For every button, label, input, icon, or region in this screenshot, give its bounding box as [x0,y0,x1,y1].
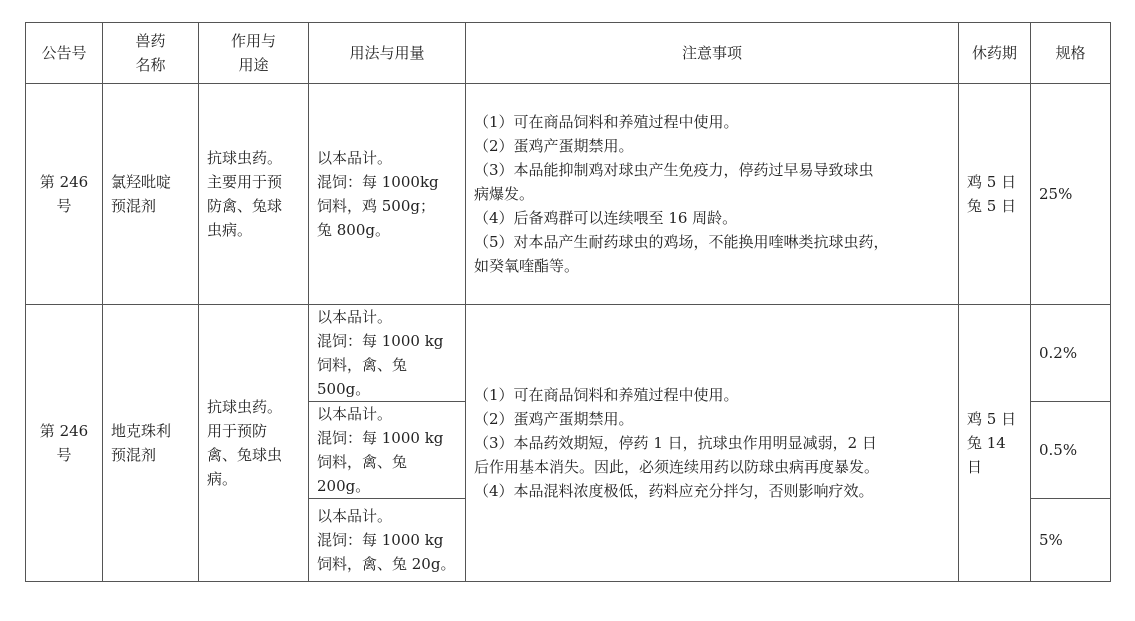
dosage-cell [309,305,466,402]
header-drug-name: 兽药 名称 [103,23,199,84]
text-line: 兔 5 日 [967,197,1017,215]
notes-cell [466,84,959,305]
text-line: 饲料，禽、兔 20g。 [317,555,456,573]
withdrawal-cell [959,84,1031,305]
header-use: 作用与 用途 [199,23,309,84]
text-line: （2）蛋鸡产蛋期禁用。 [474,410,634,428]
header-withdrawal: 休药期 [959,23,1031,84]
notice-cell [26,84,103,305]
text-line: 混饲：每 1000kg [317,173,439,191]
text-line: 如癸氧喹酯等。 [474,257,580,275]
header-row [26,23,1111,84]
text-line: （3）本品能抑制鸡对球虫产生免疫力，停药过早易导致球虫 [474,161,874,179]
header-dosage: 用法与用量 [309,23,466,84]
text-line: 饲料，禽、兔 500g。 [317,356,408,398]
text-line: 主要用于预 [207,173,283,191]
notes-cell [466,305,959,582]
text-line: 鸡 5 日 [967,410,1017,428]
use-cell [199,305,309,582]
text-line: （3）本品药效期短，停药 1 日，抗球虫作用明显减弱，2 日 [474,434,877,452]
text-line: 病。 [207,470,238,488]
text-line: 以本品计。 [317,149,393,167]
text-line: 混饲：每 1000 kg [317,531,444,549]
text-line: 饲料，鸡 500g； [317,197,436,215]
text-line: （4）本品混料浓度极低，药料应充分拌匀，否则影响疗效。 [474,482,874,500]
spec-cell: 5% [1031,499,1111,582]
header-spec: 规格 [1031,23,1111,84]
text-line: 混饲：每 1000 kg [317,332,444,350]
text-line: （4）后备鸡群可以连续喂至 16 周龄。 [474,209,738,227]
spec-cell: 0.2% [1031,305,1111,402]
text-line: （5）对本品产生耐药球虫的鸡场，不能换用喹啉类抗球虫药， [474,233,889,251]
text-line: 以本品计。 [317,405,393,423]
text-line: 预混剂 [111,446,157,464]
text-line: 用于预防 [207,422,268,440]
drug-name-cell [103,84,199,305]
header-notice: 公告号 [26,23,103,84]
text-line: （1）可在商品饲料和养殖过程中使用。 [474,113,739,131]
spec-cell: 25% [1031,84,1111,305]
text-line: 号 [56,446,72,464]
text-line: 号 [56,197,72,215]
text-line: 鸡 5 日 [967,173,1017,191]
dosage-cell [309,84,466,305]
use-cell [199,84,309,305]
text-line: 抗球虫药。 [207,398,283,416]
text-line: 氯羟吡啶 [111,173,172,191]
dosage-cell [309,499,466,582]
dosage-cell [309,402,466,499]
text-line: 地克珠利 [111,422,172,440]
table-row [26,305,1111,402]
notice-cell [26,305,103,582]
withdrawal-cell [959,305,1031,582]
text-line: 防禽、兔球 [207,197,283,215]
text-line: 日 [967,458,983,476]
text-line: 虫病。 [207,221,253,239]
text-line: 以本品计。 [317,308,393,326]
drug-name-cell [103,305,199,582]
header-notes: 注意事项 [466,23,959,84]
text-line: 混饲：每 1000 kg [317,429,444,447]
text-line: 兔 800g。 [317,221,391,239]
text-line: 第 246 [39,173,89,191]
text-line: 预混剂 [111,197,157,215]
table-row [26,84,1111,305]
text-line: 后作用基本消失。因此，必须连续用药以防球虫病再度暴发。 [474,458,880,476]
text-line: 第 246 [39,422,89,440]
spec-cell: 0.5% [1031,402,1111,499]
text-line: 禽、兔球虫 [207,446,283,464]
text-line: 以本品计。 [317,507,393,525]
text-line: （1）可在商品饲料和养殖过程中使用。 [474,386,739,404]
text-line: 饲料，禽、兔 200g。 [317,453,408,495]
text-line: 病爆发。 [474,185,535,203]
text-line: （2）蛋鸡产蛋期禁用。 [474,137,634,155]
veterinary-drug-table [25,22,1111,582]
text-line: 抗球虫药。 [207,149,283,167]
text-line: 兔 14 [967,434,1006,452]
